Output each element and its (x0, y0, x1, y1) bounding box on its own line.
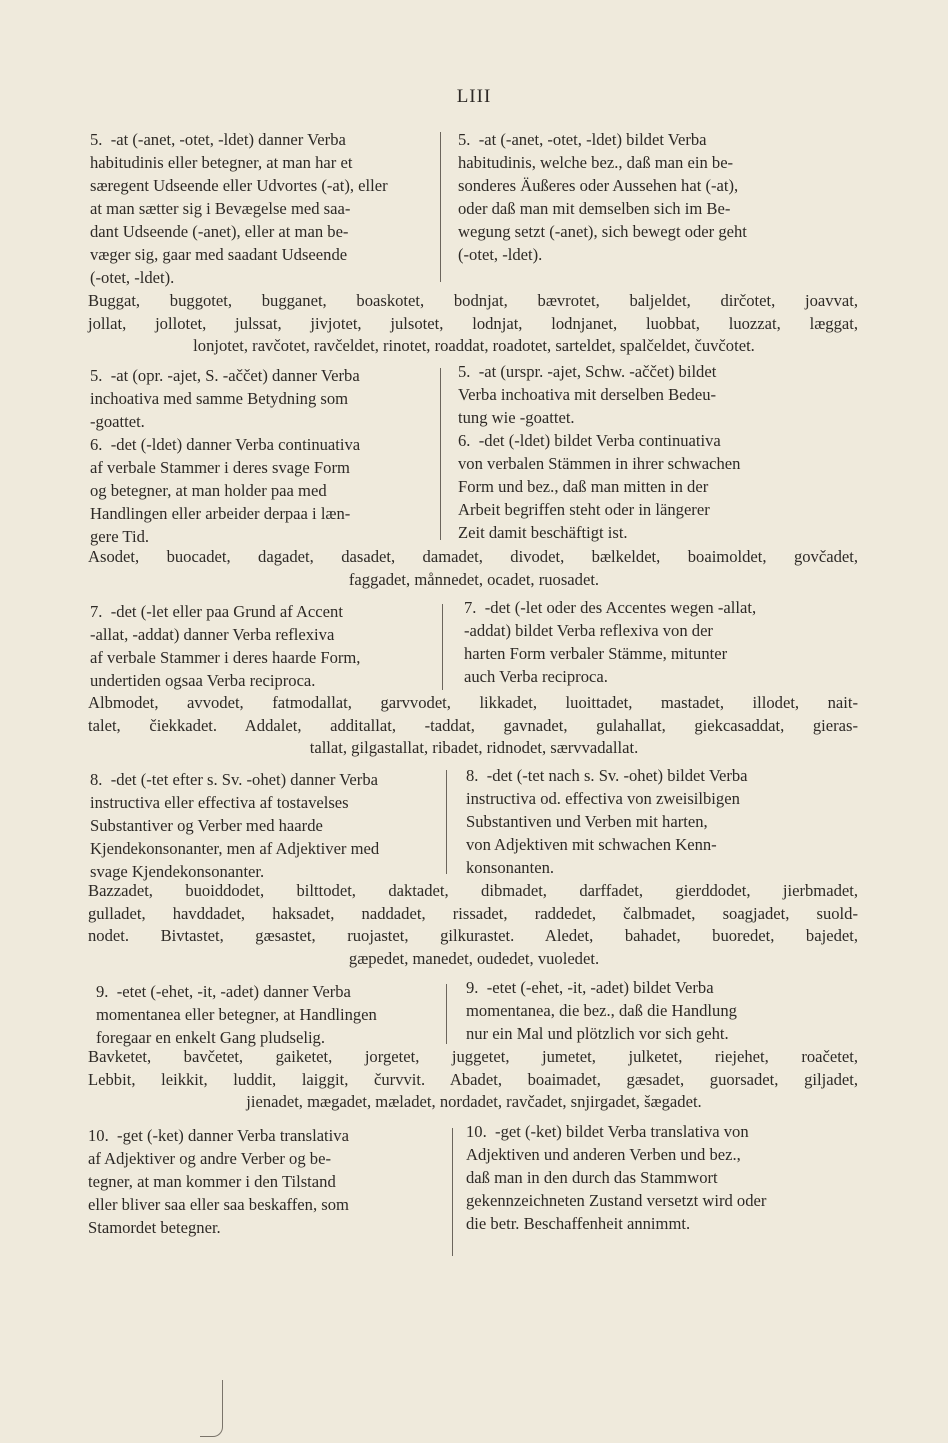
word-line: jienadet, mægadet, mæladet, nordadet, ravčadet, snjirgadet, šægadet. (246, 1092, 702, 1111)
text-line: 10. -get (-ket) danner Verba translativa (88, 1126, 349, 1145)
word-list (0, 290, 948, 358)
text-line: 8. -det (-tet nach s. Sv. -ohet) bildet Verba (466, 766, 748, 785)
word-line: Lebbit, leikkit, luddit, laiggit, čurvvit. Abadet, boaimadet, gæsadet, guorsadet, giljadet, (88, 1069, 858, 1089)
word-line: gæpedet, manedet, oudedet, vuoledet. (348, 948, 600, 968)
text-line: 9. -etet (-ehet, -it, -adet) danner Verba (96, 982, 351, 1001)
section-5b-6-norwegian (90, 364, 435, 548)
text-line: af verbale Stammer i deres svage Form (90, 458, 350, 477)
word-list (0, 546, 948, 591)
section-8-german (466, 764, 816, 879)
column-divider (442, 604, 443, 690)
text-line: tegner, at man kommer i den Tilstand (88, 1172, 336, 1191)
text-line: 9. -etet (-ehet, -it, -adet) bildet Verba (466, 978, 714, 997)
column-divider (446, 984, 447, 1044)
text-line: momentanea eller betegner, at Handlingen (96, 1005, 377, 1024)
text-line: (-otet, -ldet). (90, 268, 175, 287)
column-divider (452, 1128, 453, 1256)
text-line: 6. -det (-ldet) bildet Verba continuativa (458, 431, 721, 450)
text-line: Adjektiven und anderen Verben und bez., (466, 1145, 741, 1164)
text-line: instructiva eller effectiva af tostavelses (90, 793, 349, 812)
text-line: væger sig, gaar med saadant Udseende (90, 245, 348, 264)
text-line: Substantiven und Verben mit harten, (466, 812, 708, 831)
section-5a-german (458, 128, 808, 266)
section-10-norwegian (88, 1124, 438, 1239)
text-line: 8. -det (-tet efter s. Sv. -ohet) danner Verba (90, 770, 378, 789)
text-line: inchoativa med samme Betydning som (90, 389, 349, 408)
section-9-german (466, 976, 816, 1045)
text-line: von verbalen Stämmen in ihrer schwachen (458, 454, 741, 473)
margin-bracket (200, 1380, 223, 1437)
text-line: særegent Udseende eller Udvortes (-at), eller (90, 176, 388, 195)
text-line: habitudinis, welche bez., daß man ein be- (458, 153, 734, 172)
text-line: gere Tid. (90, 527, 150, 546)
word-line: Albmodet, avvodet, fatmodallat, garvvodet, likkadet, luoittadet, mastadet, illodet, nait- (88, 693, 858, 712)
word-line: lonjotet, ravčotet, ravčeldet, rinotet, roaddat, roadotet, sarteldet, spalčeldet, čuvčotet. (193, 336, 755, 355)
text-line: Kjendekonsonanter, men af Adjektiver med (90, 839, 380, 858)
word-line: jollat, jollotet, julssat, jivjotet, julsotet, lodnjat, lodnjanet, luobbat, luozzat, læggat, (88, 313, 858, 333)
text-line: von Adjektiven mit schwachen Kenn- (466, 835, 717, 854)
text-line: 5. -at (-anet, -otet, -ldet) bildet Verba (458, 130, 707, 149)
column-divider (446, 770, 447, 874)
text-line: af Adjektiver og andre Verber og be- (88, 1149, 331, 1168)
text-line: at man sætter sig i Bevægelse med saa- (90, 199, 351, 218)
text-line: og betegner, at man holder paa med (90, 481, 327, 500)
text-line: instructiva od. effectiva von zweisilbigen (466, 789, 740, 808)
text-line: momentanea, die bez., daß die Handlung (466, 1001, 737, 1020)
word-list (0, 692, 948, 760)
word-line: tallat, gilgastallat, ribadet, ridnodet, særvvadallat. (309, 738, 639, 757)
word-line: faggadet, månnedet, ocadet, ruosadet. (348, 569, 600, 589)
section-8-norwegian (90, 768, 435, 883)
word-line: gulladet, havddadet, haksadet, naddadet, rissadet, raddedet, čalbmadet, soagjadet, suold- (88, 903, 858, 923)
text-line: 7. -det (-let oder des Accentes wegen -allat, (464, 598, 757, 617)
page-number: LIII (456, 86, 492, 107)
text-line: eller bliver saa eller saa beskaffen, som (88, 1195, 349, 1214)
word-line: talet, čiekkadet. Addalet, additallat, -taddat, gavnadet, gulahallat, giekcasaddat, gieras- (88, 715, 858, 735)
text-line: daß man in den durch das Stammwort (466, 1168, 718, 1187)
text-line: (-otet, -ldet). (458, 245, 543, 264)
text-line: undertiden ogsaa Verba reciproca. (90, 671, 316, 690)
text-line: foregaar en enkelt Gang pludselig. (96, 1028, 325, 1047)
text-line: Arbeit begriffen steht oder in längerer (458, 500, 710, 519)
text-line: Handlingen eller arbeider derpaa i læn- (90, 504, 351, 523)
column-divider (440, 132, 441, 282)
text-line: af verbale Stammer i deres haarde Form, (90, 648, 361, 667)
text-line: Verba inchoativa mit derselben Bedeu- (458, 385, 717, 404)
text-line: tung wie -goattet. (458, 408, 575, 427)
text-line: auch Verba reciproca. (464, 667, 608, 686)
section-9-norwegian (96, 980, 441, 1049)
section-5b-6-german (458, 360, 808, 544)
word-line: nodet. Bivtastet, gæsastet, ruojastet, gilkurastet. Aledet, bahadet, buoredet, bajedet, (88, 926, 858, 945)
text-line: Substantiver og Verber med haarde (90, 816, 323, 835)
text-line: konsonanten. (466, 858, 555, 877)
word-line: Buggat, buggotet, bugganet, boaskotet, bodnjat, bævrotet, baljeldet, dirčotet, joavvat, (88, 291, 858, 310)
text-line: oder daß man mit demselben sich im Be- (458, 199, 731, 218)
text-line: svage Kjendekonsonanter. (90, 862, 265, 881)
section-5a-norwegian (90, 128, 435, 289)
text-line: 10. -get (-ket) bildet Verba translativa von (466, 1122, 749, 1141)
word-list (0, 1046, 948, 1114)
text-line: -allat, -addat) danner Verba reflexiva (90, 625, 335, 644)
text-line: 7. -det (-let eller paa Grund af Accent (90, 602, 343, 621)
text-line: habitudinis eller betegner, at man har et (90, 153, 353, 172)
text-line: 5. -at (-anet, -otet, -ldet) danner Verba (90, 130, 346, 149)
text-line: 6. -det (-ldet) danner Verba continuativa (90, 435, 361, 454)
word-line: Bavketet, bavčetet, gaiketet, jorgetet, juggetet, jumetet, julketet, riejehet, roačetet, (88, 1047, 858, 1066)
text-line: sonderes Äußeres oder Aussehen hat (-at), (458, 176, 739, 195)
text-line: die betr. Beschaffenheit annimmt. (466, 1214, 691, 1233)
text-line: Stamordet betegner. (88, 1218, 221, 1237)
column-divider (440, 368, 441, 540)
section-7-norwegian (90, 600, 435, 692)
text-line: Form und bez., daß man mitten in der (458, 477, 709, 496)
text-line: gekennzeichneten Zustand versetzt wird oder (466, 1191, 767, 1210)
text-line: -addat) bildet Verba reflexiva von der (464, 621, 713, 640)
text-line: Zeit damit beschäftigt ist. (458, 523, 628, 542)
section-7-german (464, 596, 814, 688)
word-line: Bazzadet, buoiddodet, bilttodet, daktadet, dibmadet, darffadet, gierddodet, jierbmadet, (88, 881, 858, 900)
text-line: 5. -at (opr. -ajet, S. -aččet) danner Verba (90, 366, 360, 385)
text-line: wegung setzt (-anet), sich bewegt oder geht (458, 222, 747, 241)
word-list (0, 880, 948, 970)
text-line: dant Udseende (-anet), eller at man be- (90, 222, 349, 241)
section-10-german (466, 1120, 816, 1235)
text-line: harten Form verbaler Stämme, mitunter (464, 644, 728, 663)
word-line: Asodet, buocadet, dagadet, dasadet, damadet, divodet, bælkeldet, boaimoldet, govčadet, (88, 547, 858, 566)
text-line: -goattet. (90, 412, 145, 431)
text-line: 5. -at (urspr. -ajet, Schw. -aččet) bildet (458, 362, 717, 381)
text-line: nur ein Mal und plötzlich vor sich geht. (466, 1024, 729, 1043)
